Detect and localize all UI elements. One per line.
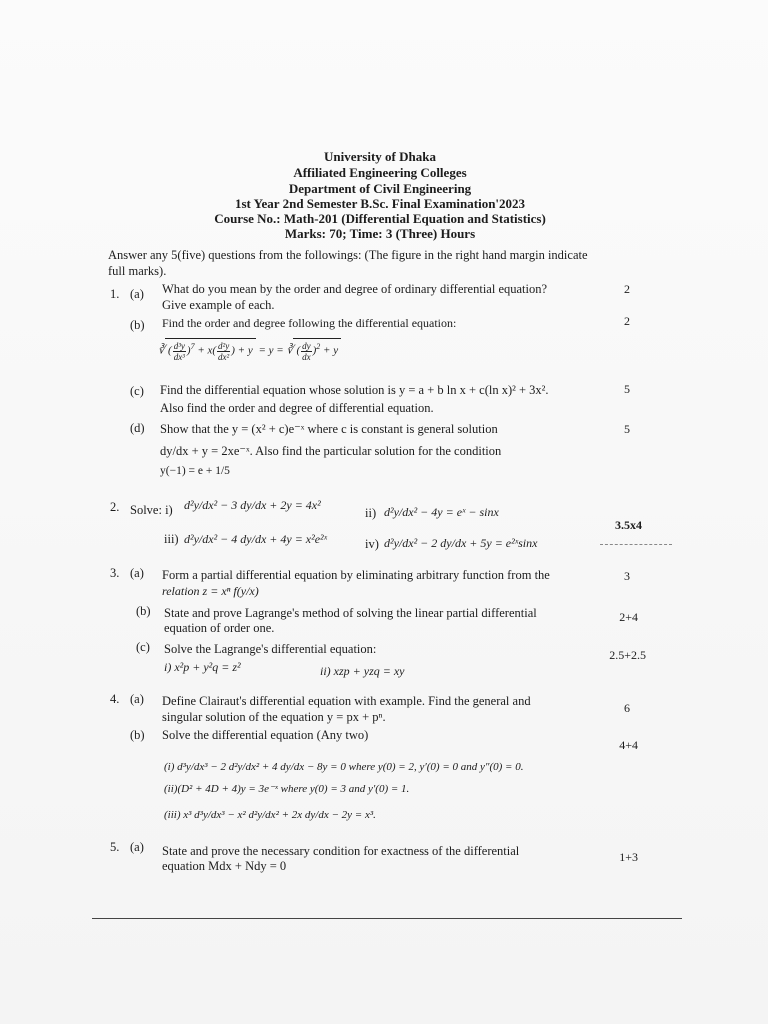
q3a-text-1: Form a partial differential equation by eliminating arbitrary function from the [162,568,550,582]
q1-number: 1. [110,287,120,301]
bottom-rule [92,918,682,919]
q1a-label: (a) [130,287,144,301]
q5a-label: (a) [130,840,144,854]
instructions-line-1: Answer any 5(five) questions from the followings: (The figure in the right hand margin indicate [108,248,588,262]
q3b-text-1: State and prove Lagrange's method of solving the linear partial differential [164,606,537,620]
q3c-ii: ii) xzp + yzq = xy [320,664,405,678]
q5a-text-1: State and prove the necessary condition for exactness of the differential [162,844,520,858]
q4b-ii: (ii)(D² + 4D + 4)y = 3e⁻ˣ where y(0) = 3 and y′(0) = 1. [164,783,410,795]
q1c-label: (c) [130,384,144,398]
q1b-equation: ∛ ( $\frac{\text{d³y}}{\text{dx³}}$ )$^7$ + x( $\frac{\text{d²y}}{\text{dx²}}$ ) + y = y = ∛ ( $\frac{dy}{dx}$ )$^2$ + y [158,338,341,362]
q2-solve-label: Solve: i) [130,503,173,517]
q1d-text-3: y(−1) = e + 1/5 [160,465,230,477]
q3b-text-2: equation of order one. [164,621,275,635]
q1d-text-2: dy/dx + y = 2xe⁻ˣ. Also find the particular solution for the condition [160,444,502,458]
q4a-marks: 6 [624,701,630,715]
q3c-marks: 2.5+2.5 [609,648,646,662]
q4a-label: (a) [130,692,144,706]
q1d-label: (d) [130,421,145,435]
q3c-text: Solve the Lagrange's differential equation: [164,642,377,656]
q4a-text-1: Define Clairaut's differential equation with example. Find the general and [162,694,531,708]
q2-iv-equation: d²y/dx² − 2 dy/dx + 5y = e²ˣsinx [384,536,538,550]
q2-iv-label: iv) [365,537,379,551]
university-name: University of Dhaka [324,149,436,164]
q2-iii-label: iii) [164,532,179,546]
q4b-label: (b) [130,728,145,742]
q3b-label: (b) [136,604,151,618]
q5-number: 5. [110,840,120,854]
q1b-text: Find the order and degree following the differential equation: [162,316,457,330]
q1a-text-2: Give example of each. [162,298,275,312]
q4b-marks: 4+4 [619,738,638,752]
q4-number: 4. [110,692,120,706]
q1b-marks: 2 [624,314,630,328]
q4a-text-2: singular solution of the equation y = px + pⁿ. [162,710,386,724]
margin-dash [600,544,672,545]
q2-i-equation: d²y/dx² − 3 dy/dx + 2y = 4x² [184,498,321,512]
q3b-marks: 2+4 [619,610,638,624]
colleges-name: Affiliated Engineering Colleges [293,165,467,180]
q1d-text-1: Show that the y = (x² + c)e⁻ˣ where c is constant is general solution [160,422,498,436]
q1d-marks: 5 [624,422,630,436]
q5a-text-2: equation Mdx + Ndy = 0 [162,859,287,873]
q3c-label: (c) [136,640,150,654]
q5a-marks: 1+3 [619,850,638,864]
q2-marks: 3.5x4 [615,518,642,532]
q1a-text-1: What do you mean by the order and degree of ordinary differential equation? [162,282,548,296]
exam-title: 1st Year 2nd Semester B.Sc. Final Examination'2023 [234,196,526,211]
q2-number: 2. [110,500,120,514]
q1a-marks: 2 [624,282,630,296]
q3a-text-2: relation z = xⁿ f(y/x) [162,584,259,598]
q1b-label: (b) [130,318,145,332]
q4b-text: Solve the differential equation (Any two) [162,728,369,742]
q1c-marks: 5 [624,382,630,396]
q1c-text-1: Find the differential equation whose solution is y = a + b ln x + c(ln x)² + 3x². [160,383,549,397]
q4b-i: (i) d³y/dx³ − 2 d²y/dx² + 4 dy/dx − 8y = 0 where y(0) = 2, y′(0) = 0 and y″(0) = 0. [164,761,524,773]
q4b-iii: (iii) x³ d³y/dx³ − x² d²y/dx² + 2x dy/dx − 2y = x³. [164,809,376,821]
q3a-label: (a) [130,566,144,580]
q1c-text-2: Also find the order and degree of differential equation. [160,401,434,415]
instructions-line-2: full marks). [108,264,167,278]
department-name: Department of Civil Engineering [288,181,472,196]
marks-time: Marks: 70; Time: 3 (Three) Hours [284,226,476,241]
q2-iii-equation: d²y/dx² − 4 dy/dx + 4y = x²e²ˣ [184,532,328,546]
q2-ii-label: ii) [365,506,377,520]
course-title: Course No.: Math-201 (Differential Equation and Statistics) [214,211,546,226]
q3c-i: i) x²p + y²q = z² [164,660,241,674]
q3a-marks: 3 [624,569,630,583]
q3-number: 3. [110,566,120,580]
q2-ii-equation: d²y/dx² − 4y = eˣ − sinx [384,505,499,519]
